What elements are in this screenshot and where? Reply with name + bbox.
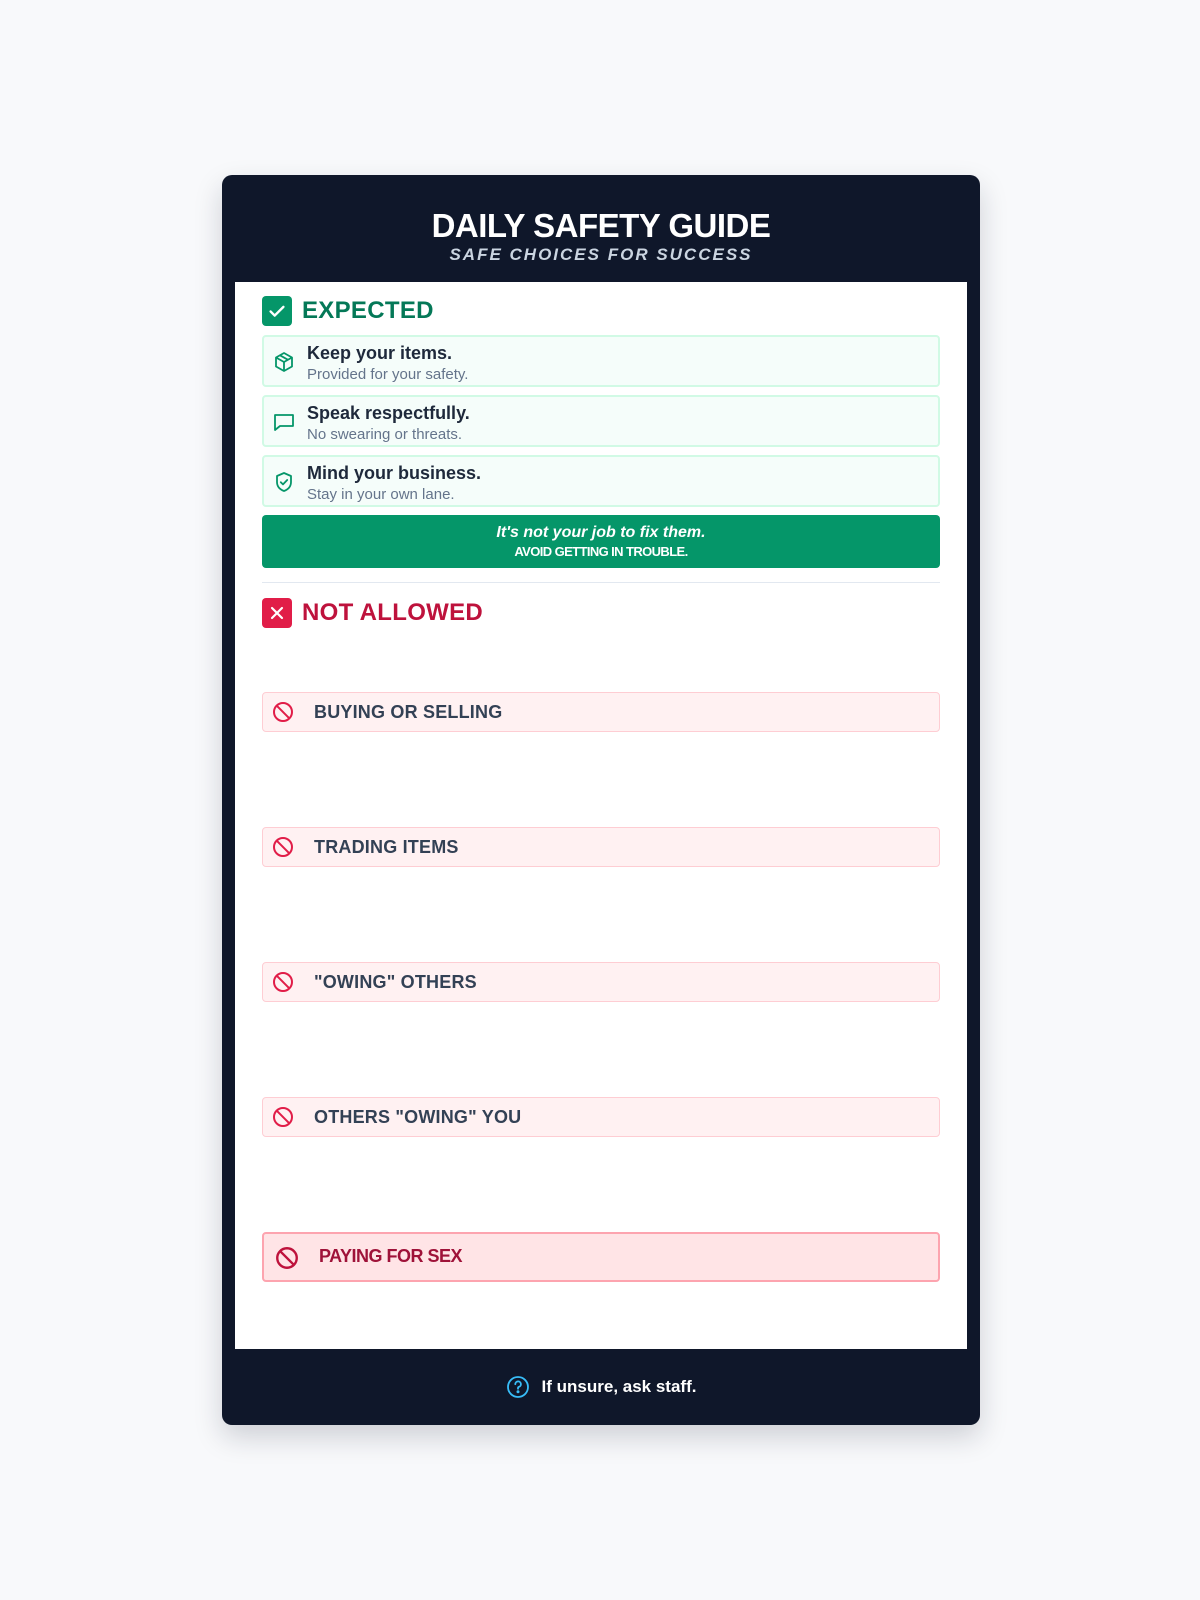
expected-item-title: Mind your business. [307,463,482,483]
banner-line-1: It's not your job to fix them. [496,524,706,541]
banner-line-2: AVOID GETTING IN TROUBLE. [514,544,688,559]
not-allowed-heading [262,598,483,628]
not-allowed-item-text: PAYING FOR SEX [319,1246,463,1266]
advice-banner [262,515,940,568]
not-allowed-item-text: "OWING" OTHERS [314,972,477,992]
not-allowed-item-severe [262,1232,940,1282]
page-title: DAILY SAFETY GUIDE [431,207,771,244]
box-icon [272,350,296,374]
expected-item-desc: No swearing or threats. [307,426,463,443]
prohibited-icon [271,700,295,724]
content-panel [235,282,967,1349]
expected-item [262,395,940,447]
check-icon [262,296,292,326]
expected-item-title: Speak respectfully. [307,403,470,423]
page-subtitle: SAFE CHOICES FOR SUCCESS [449,245,753,264]
prohibited-icon [271,970,295,994]
prohibited-icon [271,835,295,859]
expected-heading [262,296,434,326]
expected-item-title: Keep your items. [307,343,453,363]
header [222,175,980,282]
expected-label: EXPECTED [302,297,434,324]
not-allowed-item [262,692,940,732]
not-allowed-item-text: OTHERS "OWING" YOU [314,1107,522,1127]
footer [222,1349,980,1425]
speech-bubble-icon [272,410,296,434]
expected-item [262,335,940,387]
not-allowed-item [262,1097,940,1137]
not-allowed-item-text: TRADING ITEMS [314,837,459,857]
not-allowed-label: NOT ALLOWED [302,599,484,626]
shield-check-icon [272,470,296,494]
footer-text: If unsure, ask staff. [541,1377,697,1396]
expected-item-desc: Provided for your safety. [307,366,469,383]
section-divider [262,582,940,583]
prohibited-icon [271,1105,295,1129]
expected-item-desc: Stay in your own lane. [307,486,455,503]
not-allowed-item [262,962,940,1002]
prohibited-icon [274,1245,300,1271]
question-circle-icon [506,1375,530,1399]
safety-guide-card [222,175,980,1425]
expected-item [262,455,940,507]
not-allowed-item-text: BUYING OR SELLING [314,702,503,722]
not-allowed-item [262,827,940,867]
x-icon [262,598,292,628]
